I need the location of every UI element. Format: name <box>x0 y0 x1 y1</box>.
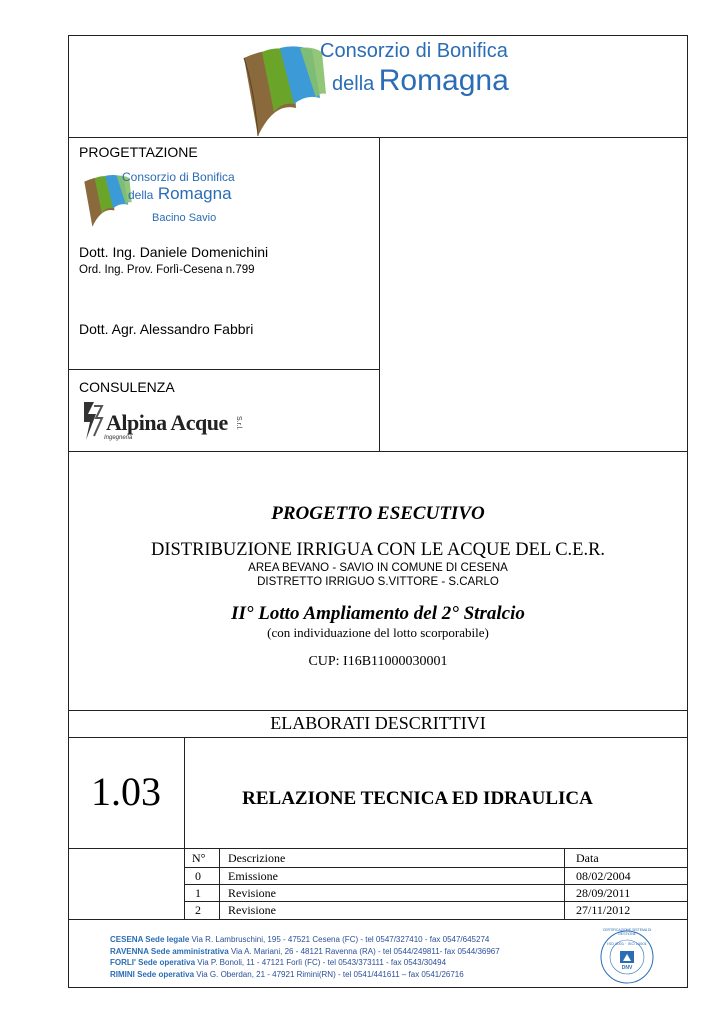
rev-cell-description: Revisione <box>228 886 276 900</box>
design-logo-romagna: Romagna <box>157 184 232 203</box>
footer-addresses <box>110 934 590 980</box>
footer-line-text: Via R. Lambruschini, 195 - 47521 Cesena (FC) - tel 0547/327410 - fax 0547/645274 <box>191 935 490 944</box>
project-lot: II° Lotto Ampliamento del 2° Stralcio <box>231 603 525 624</box>
header-logo-line1: Consorzio di Bonifica <box>320 40 508 62</box>
design-engineer-name: Dott. Ing. Daniele Domenichini <box>79 244 269 260</box>
rev-cell-date: 27/11/2012 <box>576 903 631 917</box>
divider <box>68 369 379 370</box>
design-logo <box>82 168 252 230</box>
footer-line-label: FORLI' Sede operativa <box>110 958 196 967</box>
rev-header-date: Data <box>576 851 599 865</box>
project-area: AREA BEVANO - SAVIO IN COMUNE DI CESENA <box>248 562 508 574</box>
revision-table <box>184 848 688 919</box>
project-lot-note: (con individuazione del lotto scorporabile) <box>267 625 489 640</box>
divider <box>379 137 380 451</box>
rev-cell-description: Revisione <box>228 903 276 917</box>
rev-header-description: Descrizione <box>228 851 286 865</box>
design-agronomist-name: Dott. Agr. Alessandro Fabbri <box>79 321 254 337</box>
header-logo-line2 <box>332 64 509 98</box>
header-logo-romagna: Romagna <box>378 64 509 97</box>
doc-number: 1.03 <box>91 769 161 814</box>
design-logo-sub: Bacino Savio <box>152 212 217 224</box>
design-logo-line1: Consorzio di Bonifica <box>122 170 235 184</box>
footer-line-label: RAVENNA Sede amministrativa <box>110 946 229 956</box>
design-label: PROGETTAZIONE <box>79 144 198 160</box>
footer-line-text: Via G. Oberdan, 21 - 47921 Rimini(RN) - tel 0541/441611 – fax 0541/26716 <box>196 969 464 979</box>
rev-cell-number: 2 <box>195 903 201 917</box>
footer-line-text: Via A. Mariani, 26 - 48121 Ravenna (RA) - tel 0544/249811- fax 0544/36967 <box>230 946 500 956</box>
divider <box>68 451 688 452</box>
cert-text: CERTIFICAZIONE SISTEMA DI GESTIONE <box>602 928 652 936</box>
consorzio-flag-logo <box>240 38 330 138</box>
footer-line <box>110 969 590 981</box>
table-row <box>184 902 688 918</box>
table-row <box>184 885 688 901</box>
alpina-logo-srl: S.r.l. <box>235 416 242 431</box>
divider <box>68 919 688 920</box>
table-row <box>184 868 688 884</box>
cert-mark: DNV <box>621 965 633 971</box>
cert-iso: ISO 9001 · ISO 14001 <box>607 941 647 946</box>
alpina-logo-name: Alpina Acque <box>106 410 228 435</box>
rev-cell-date: 28/09/2011 <box>576 886 631 900</box>
divider <box>68 737 688 738</box>
doc-title: RELAZIONE TECNICA ED IDRAULICA <box>242 788 593 809</box>
project-title: DISTRIBUZIONE IRRIGUA CON LE ACQUE DEL C.E.R. <box>150 540 606 560</box>
rev-cell-number: 1 <box>195 886 201 900</box>
section-title: ELABORATI DESCRITTIVI <box>270 713 486 733</box>
alpina-mark-icon <box>82 400 104 442</box>
footer-line <box>110 946 590 958</box>
alpina-logo-small: Ingegneria <box>104 435 133 441</box>
design-engineer-registry: Ord. Ing. Prov. Forlì-Cesena n.799 <box>79 264 255 276</box>
design-logo-della: della <box>128 188 154 202</box>
header-logo-della: della <box>332 73 375 95</box>
rev-cell-description: Emissione <box>228 869 278 883</box>
rev-cell-date: 08/02/2004 <box>576 869 631 883</box>
rev-header-number: N° <box>192 851 206 865</box>
rev-cell-number: 0 <box>195 869 201 883</box>
certification-seal <box>596 927 658 985</box>
project-district: DISTRETTO IRRIGUO S.VITTORE - S.CARLO <box>257 576 499 588</box>
project-type: PROGETTO ESECUTIVO <box>271 503 485 524</box>
footer-line-text: Via P. Bonoli, 11 - 47121 Forlì (FC) - tel 0543/373111 - fax 0543/30494 <box>197 958 447 967</box>
consult-label: CONSULENZA <box>79 379 175 395</box>
footer-line-label: RIMINI Sede operativa <box>110 969 195 979</box>
project-cup: CUP: I16B11000030001 <box>308 654 448 669</box>
footer-line <box>110 957 590 969</box>
alpina-logo <box>82 400 262 444</box>
footer-line-label: CESENA Sede legale <box>110 935 190 944</box>
divider <box>68 710 688 711</box>
header-logo <box>240 38 540 138</box>
footer-line <box>110 934 590 946</box>
design-logo-line2 <box>128 184 232 204</box>
